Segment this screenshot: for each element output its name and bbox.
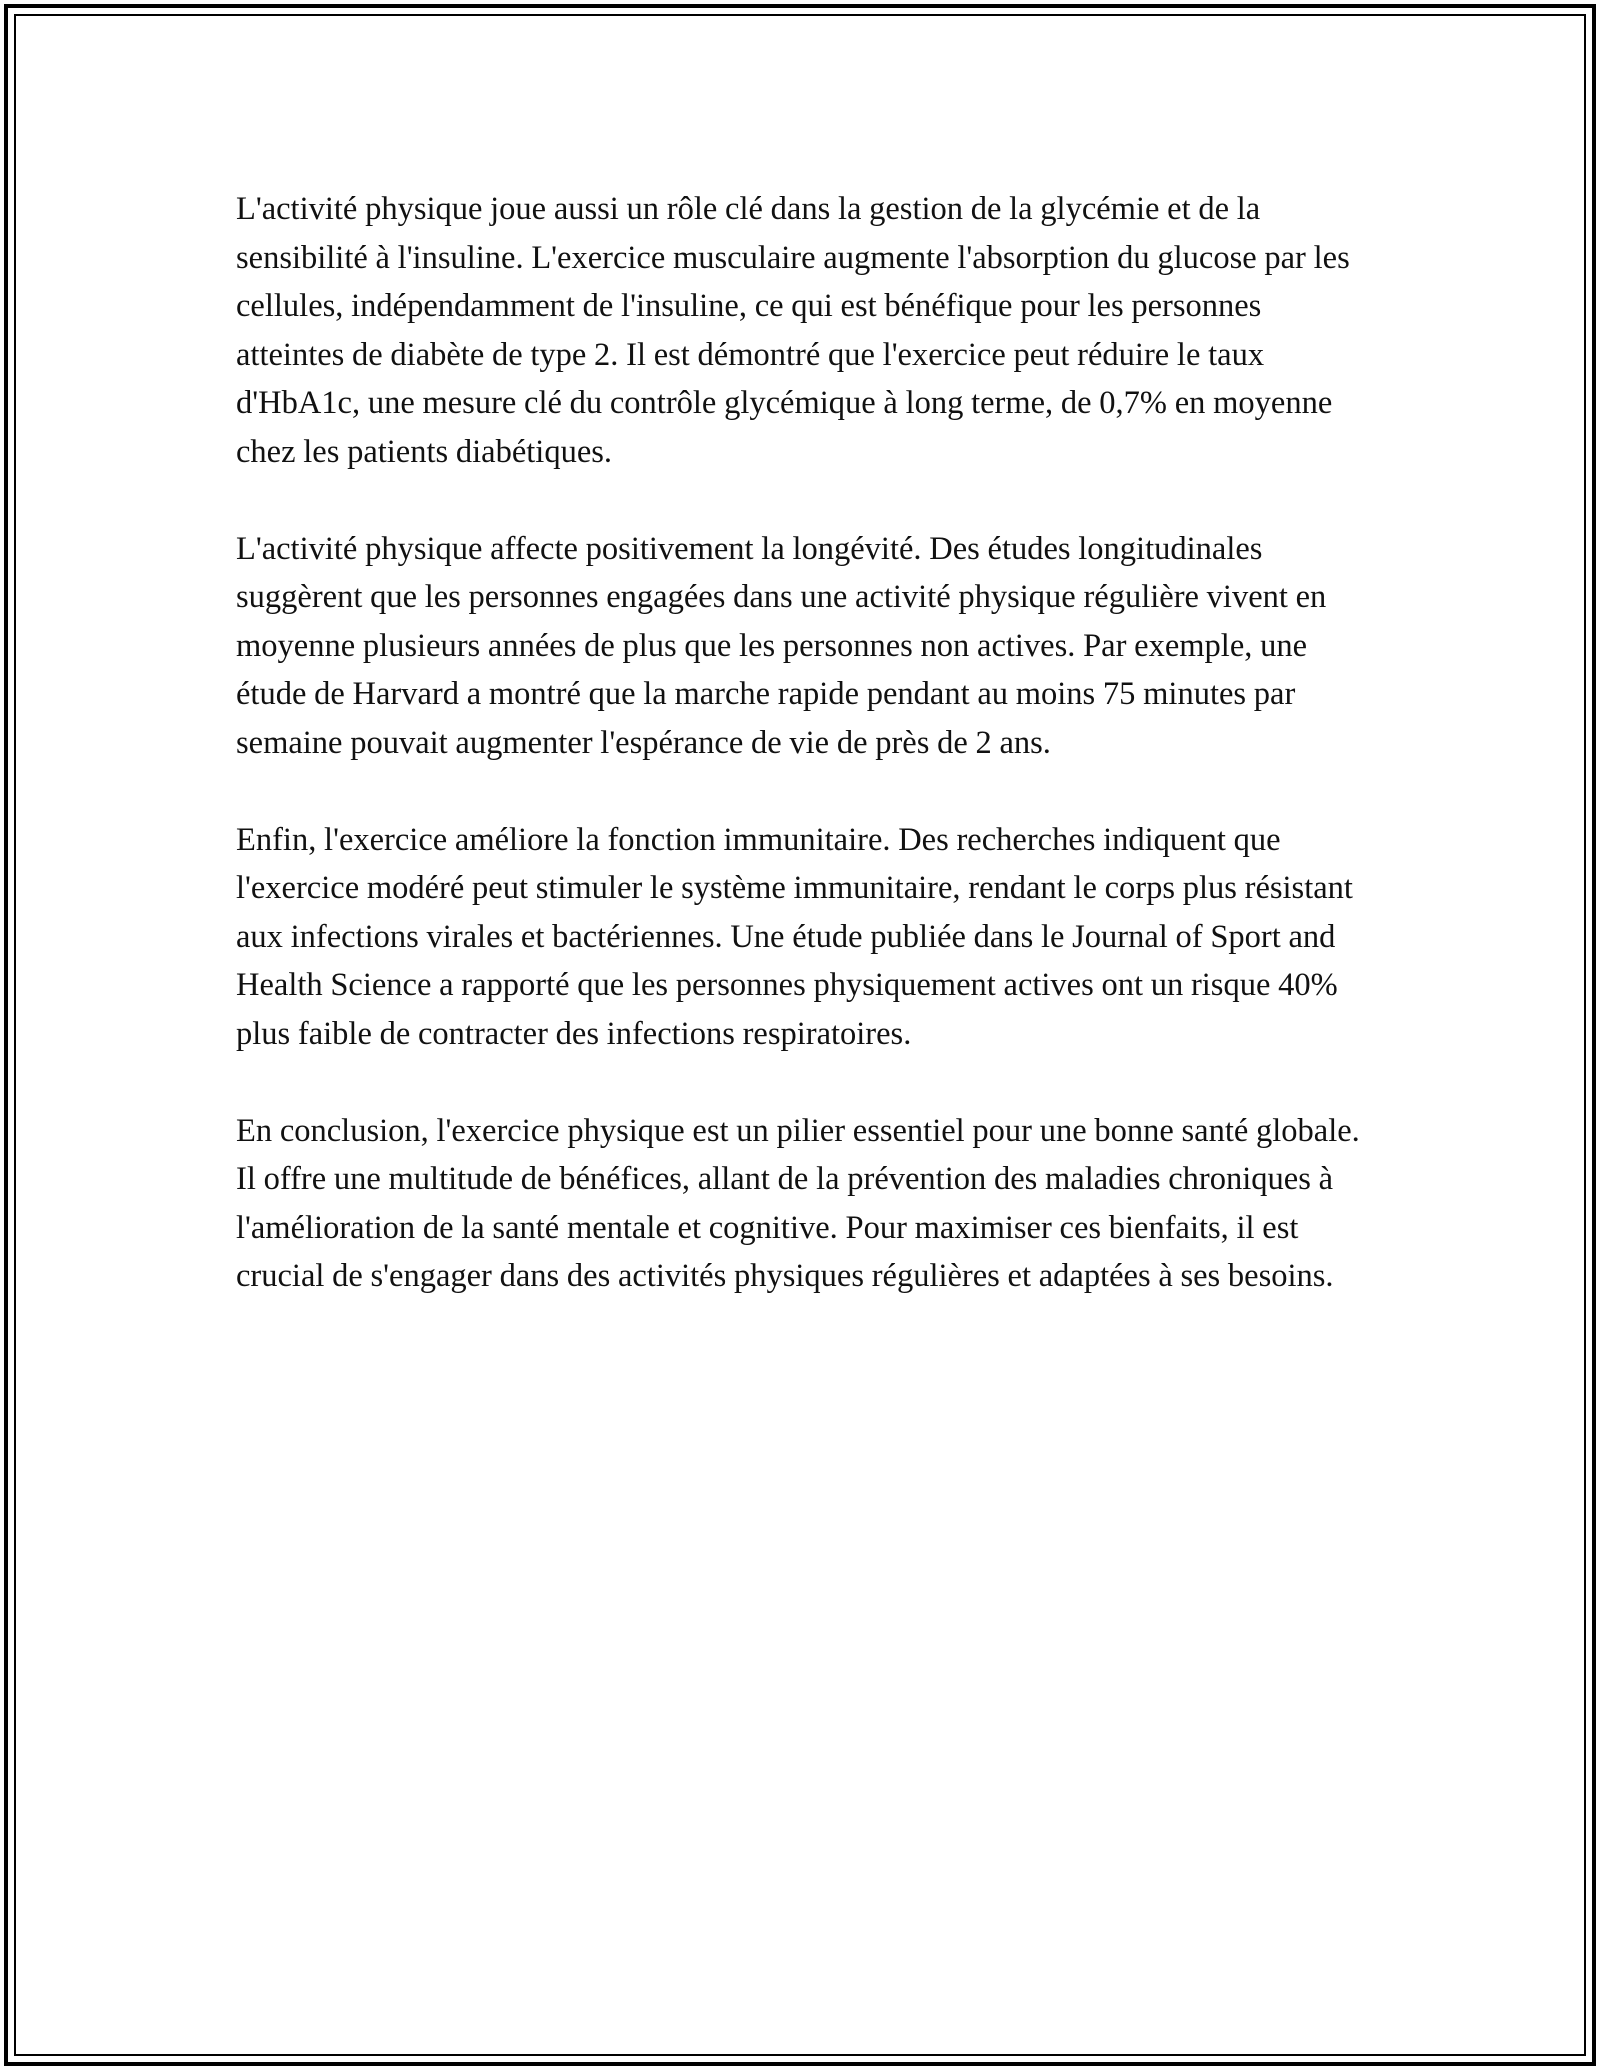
paragraph-conclusion: En conclusion, l'exercice physique est un pilier essentiel pour une bonne santé globale. Il offre une multitude de bénéfices, allant de la prévention des maladies chroniques à l'amélioration de la santé mentale et cognitive. Pour maximiser ces bienfaits, il est crucial de s'engager dans des activités physiques régulières et adaptées à ses besoins. bbox=[236, 1112, 1360, 1294]
document-body bbox=[236, 185, 1376, 1349]
paragraph-immunity: Enfin, l'exercice améliore la fonction immunitaire. Des recherches indiquent que l'exercice modéré peut stimuler le système immunitaire, rendant le corps plus résistant aux infections virales et bactériennes. Une étude publiée dans le Journal of Sport and Health Science a rapporté que les personnes physiquement actives ont un risque 40% plus faible de contracter des infections respiratoires. bbox=[236, 821, 1353, 1052]
paragraph-longevity: L'activité physique affecte positivement la longévité. Des études longitudinales suggèrent que les personnes engagées dans une activité physique régulière vivent en moyenne plusieurs années de plus que les personnes non actives. Par exemple, une étude de Harvard a montré que la marche rapide pendant au moins 75 minutes par semaine pouvait augmenter l'espérance de vie de près de 2 ans. bbox=[236, 530, 1327, 761]
paragraph-glycemia: L'activité physique joue aussi un rôle clé dans la gestion de la glycémie et de la sensibilité à l'insuline. L'exercice musculaire augmente l'absorption du glucose par les cellules, indépendamment de l'insuline, ce qui est bénéfique pour les personnes atteintes de diabète de type 2. Il est démontré que l'exercice peut réduire le taux d'HbA1c, une mesure clé du contrôle glycémique à long terme, de 0,7% en moyenne chez les patients diabétiques. bbox=[236, 191, 1350, 470]
